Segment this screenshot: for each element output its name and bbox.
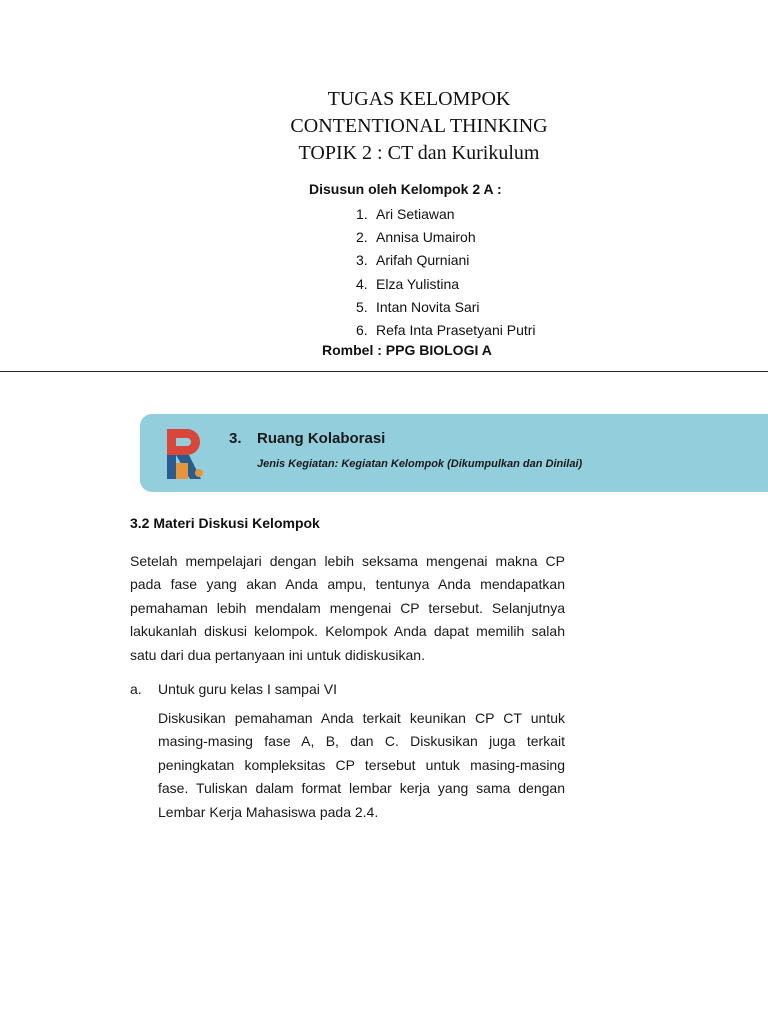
- member-name: Ari Setiawan: [376, 206, 455, 222]
- list-item-body: Diskusikan pemahaman Anda terkait keunikan CP CT untuk masing-masing fase A, B, dan C. Diskusikan juga terkait peningkatan kompleksitas CP tersebut untuk masing-masing fase. Tuliskan dalam format lembar kerja yang sama dengan Lembar Kerja Mahasiswa pada 2.4.: [158, 710, 565, 820]
- member-number: 6.: [356, 322, 368, 339]
- list-marker: a.: [130, 681, 142, 697]
- member-item: [356, 296, 536, 319]
- member-number: 2.: [356, 229, 368, 246]
- title-line-1: TUGAS KELOMPOK: [327, 88, 511, 110]
- member-name: Arifah Qurniani: [376, 252, 470, 269]
- ruang-kolaborasi-logo-icon: [167, 429, 205, 479]
- member-name: Refa Inta Prasetyani Putri: [376, 322, 536, 339]
- banner-number: 3.: [229, 430, 242, 447]
- document-title: [0, 86, 768, 167]
- member-item: [356, 273, 536, 296]
- banner-title-text: Ruang Kolaborasi: [257, 430, 386, 447]
- member-name: Annisa Umairoh: [376, 229, 476, 246]
- list-item-title: Untuk guru kelas I sampai VI: [158, 681, 337, 697]
- section-heading: 3.2 Materi Diskusi Kelompok: [130, 515, 320, 531]
- member-name: Elza Yulistina: [376, 275, 460, 292]
- section-banner: [140, 414, 768, 492]
- member-item: [356, 226, 536, 249]
- member-item: [356, 203, 536, 226]
- title-line-3: TOPIK 2 : CT dan Kurikulum: [298, 142, 540, 164]
- byline: Disusun oleh Kelompok 2 A :: [309, 181, 502, 197]
- banner-title: [229, 430, 385, 447]
- intro-paragraph: Setelah mempelajari dengan lebih seksama mengenai makna CP pada fase yang akan Anda ampu, tentunya Anda mendapatkan pemahaman lebih mendalam mengenai CP tersebut. Selanjutnya lakukanlah diskusi kelompok. Kelompok Anda dapat memilih salah satu dari dua pertanyaan ini untuk didiskusikan.: [130, 553, 565, 663]
- member-number: 4.: [356, 275, 368, 292]
- title-line-2: CONTENTIONAL THINKING: [290, 115, 548, 137]
- horizontal-divider: [0, 371, 768, 372]
- member-number: 1.: [356, 206, 368, 222]
- member-number: 5.: [356, 298, 368, 315]
- member-name: Intan Novita Sari: [376, 298, 480, 315]
- member-number: 3.: [356, 252, 368, 269]
- member-item: [356, 249, 536, 272]
- member-list: [356, 203, 536, 342]
- rombel-label: Rombel : PPG BIOLOGI A: [322, 342, 492, 358]
- banner-subtitle: Jenis Kegiatan: Kegiatan Kelompok (Dikumpulkan dan Dinilai): [257, 458, 583, 470]
- member-item: [356, 319, 536, 342]
